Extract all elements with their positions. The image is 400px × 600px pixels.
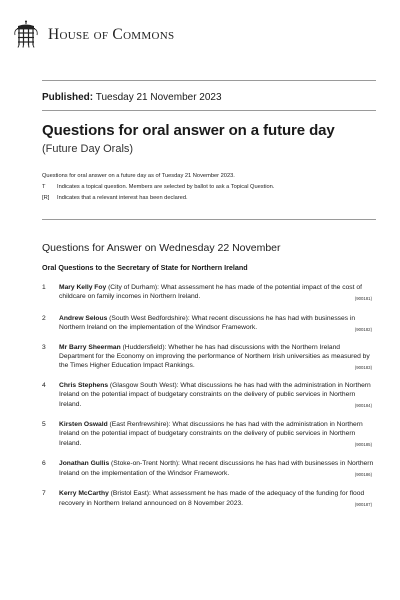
member-name: Jonathan Gullis xyxy=(59,460,110,468)
question-number: 2 xyxy=(42,314,46,322)
question-item xyxy=(42,343,376,371)
published-line xyxy=(42,92,222,103)
member-name: Kirsten Oswald xyxy=(59,421,108,429)
question-text: Whether he has had discussions with the Northern Ireland Department for the Economy on improving the performance of Northern Irish universities as measured by the Times Higher Education Impact Rankings. xyxy=(59,343,370,370)
legend-text: Indicates that a relevant interest has been declared. xyxy=(57,195,188,201)
questions-list xyxy=(42,283,376,508)
question-number: 7 xyxy=(42,490,46,498)
member-constituency: (City of Durham): xyxy=(108,284,159,291)
question-ref: (900187) xyxy=(354,501,372,507)
question-text: What recent discussions he has had with businesses in Northern Ireland on the implementation of the Windsor Framework. xyxy=(59,314,356,332)
question-text: What assessment he has made of the potential impact of the cost of childcare on family incomes in Northern Ireland. xyxy=(59,284,362,301)
legend-item-topical xyxy=(42,182,274,193)
question-item xyxy=(42,420,376,448)
member-name: Andrew Selous xyxy=(59,314,108,322)
question-number: 6 xyxy=(42,460,46,468)
portcullis-icon xyxy=(14,20,38,50)
legend-text: Indicates a topical question. Members are selected by ballot to ask a Topical Question. xyxy=(57,184,275,190)
member-constituency: (Stoke-on-Trent North): xyxy=(111,460,180,468)
member-name: Mr Barry Sheerman xyxy=(59,343,121,351)
header-divider xyxy=(42,80,376,81)
legend-item-interest xyxy=(42,193,274,204)
member-constituency: (East Renfrewshire): xyxy=(109,421,171,429)
member-name: Chris Stephens xyxy=(59,381,109,389)
question-item xyxy=(42,459,376,478)
member-constituency: (Huddersfield): xyxy=(122,343,167,351)
intro-line: Questions for oral answer on a future day as of Tuesday 21 November 2023. xyxy=(42,173,235,179)
section-title: Questions for Answer on Wednesday 22 November xyxy=(42,242,281,254)
question-number: 1 xyxy=(42,284,46,291)
intro-block xyxy=(42,171,274,204)
question-ref: (900183) xyxy=(354,364,372,370)
house-name: House of Commons xyxy=(48,26,175,43)
question-item xyxy=(42,283,376,302)
question-item xyxy=(42,314,376,333)
published-label: Published: xyxy=(42,92,94,103)
question-text: What assessment he has made of the adequacy of the funding for flood recovery in Northern Ireland announced on 8 November 2023. xyxy=(59,490,365,507)
question-ref: (900185) xyxy=(354,442,372,448)
question-text: What discussions he has had with the administration in Northern Ireland on the potential impact of budgetary constraints on the delivery of public services in Northern Ireland. xyxy=(59,381,371,408)
question-text: What recent discussions he has had with businesses in Northern Ireland on the implementation of the Windsor Framework. xyxy=(59,460,374,477)
member-constituency: (South West Bedfordshire): xyxy=(109,314,190,322)
page-header xyxy=(14,20,174,50)
question-ref: (900181) xyxy=(354,295,372,301)
question-ref: (900186) xyxy=(354,472,372,478)
page-title: Questions for oral answer on a future day xyxy=(42,122,335,139)
member-constituency: (Glasgow South West): xyxy=(109,381,179,389)
question-number: 3 xyxy=(42,343,46,351)
published-date: Tuesday 21 November 2023 xyxy=(95,92,222,103)
legend-key: T xyxy=(42,184,46,190)
question-text: What discussions he has had with the administration in Northern Ireland on the potential impact of budgetary constraints on the delivery of public services in Northern Ireland. xyxy=(59,421,363,447)
member-name: Kerry McCarthy xyxy=(59,490,109,498)
question-item xyxy=(42,489,376,508)
published-divider xyxy=(42,110,376,111)
question-number: 4 xyxy=(42,381,46,389)
member-constituency: (Bristol East): xyxy=(110,490,151,498)
member-name: Mary Kelly Foy xyxy=(59,284,107,291)
question-ref: (900182) xyxy=(354,326,372,332)
question-item xyxy=(42,381,376,409)
intro-divider xyxy=(42,219,376,220)
question-number: 5 xyxy=(42,421,46,429)
question-ref: (900184) xyxy=(354,403,372,409)
page-subtitle: (Future Day Orals) xyxy=(42,143,134,155)
section-subtitle: Oral Questions to the Secretary of State for Northern Ireland xyxy=(42,263,248,272)
legend-key: [R] xyxy=(42,195,50,201)
